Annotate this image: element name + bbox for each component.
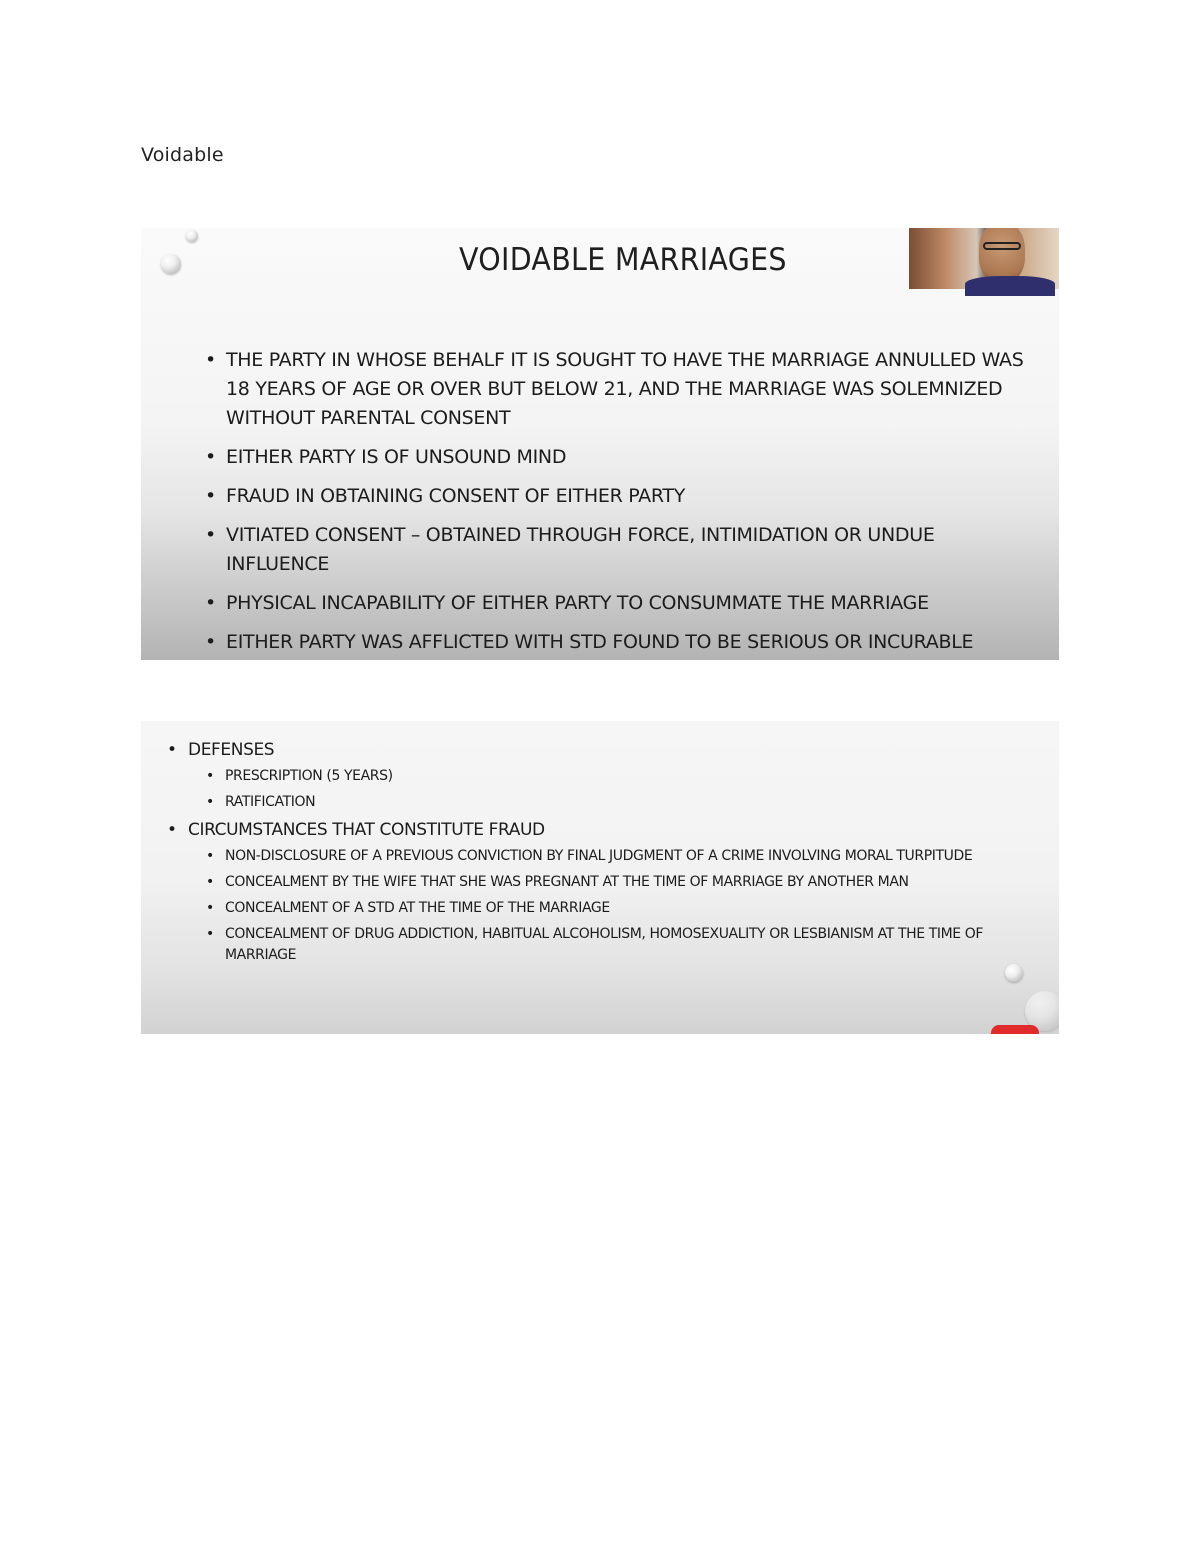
- list-item-text: PRESCRIPTION (5 YEARS): [225, 768, 393, 784]
- bullet-icon: •: [167, 740, 177, 760]
- list-item-text: EITHER PARTY WAS AFFLICTED WITH STD FOUND TO BE SERIOUS OR INCURABLE: [226, 631, 974, 653]
- list-item: [206, 898, 1008, 919]
- section-label: DEFENSES: [188, 740, 275, 760]
- list-item: [205, 628, 1041, 657]
- bullet-icon: •: [205, 485, 216, 507]
- section-fraud-circumstances: [167, 818, 1008, 966]
- decorative-bubble: [1005, 964, 1023, 982]
- presenter-face: [979, 228, 1025, 282]
- list-item: [205, 521, 1041, 579]
- page-heading: Voidable: [141, 144, 224, 166]
- bullet-icon: •: [167, 820, 177, 840]
- list-item: [206, 846, 1008, 867]
- fraud-sublist: [206, 846, 1008, 966]
- bullet-icon: •: [205, 631, 216, 653]
- list-item: [206, 766, 1008, 787]
- slide-defenses-and-fraud: [141, 721, 1059, 1034]
- bullet-icon: •: [206, 794, 214, 810]
- presenter-shirt: [965, 276, 1055, 296]
- defenses-fraud-list: [167, 738, 1008, 971]
- list-item-text: PHYSICAL INCAPABILITY OF EITHER PARTY TO CONSUMMATE THE MARRIAGE: [226, 592, 929, 614]
- presenter-glasses: [983, 242, 1021, 250]
- list-item-text: NON-DISCLOSURE OF A PREVIOUS CONVICTION BY FINAL JUDGMENT OF A CRIME INVOLVING MORAL TURPITUDE: [225, 848, 973, 864]
- list-item: [205, 589, 1041, 618]
- bullet-icon: •: [206, 900, 214, 916]
- list-item: [206, 924, 1008, 966]
- bullet-icon: •: [205, 524, 216, 546]
- slide-voidable-marriages: [141, 228, 1059, 660]
- list-item: [206, 792, 1008, 813]
- decorative-bubble: [186, 230, 198, 242]
- decorative-bubble: [161, 254, 181, 274]
- list-item-text: EITHER PARTY IS OF UNSOUND MIND: [226, 446, 567, 468]
- list-item: [205, 443, 1041, 472]
- list-item-text: FRAUD IN OBTAINING CONSENT OF EITHER PARTY: [226, 485, 686, 507]
- list-item-text: CONCEALMENT BY THE WIFE THAT SHE WAS PREGNANT AT THE TIME OF MARRIAGE BY ANOTHER MAN: [225, 874, 909, 890]
- slide-title: VOIDABLE MARRIAGES: [459, 242, 787, 278]
- bullet-icon: •: [205, 446, 216, 468]
- bullet-icon: •: [206, 848, 214, 864]
- bullet-icon: •: [206, 926, 214, 942]
- list-item: [206, 872, 1008, 893]
- bullet-icon: •: [205, 592, 216, 614]
- list-item-text: RATIFICATION: [225, 794, 316, 810]
- list-item-text: CONCEALMENT OF A STD AT THE TIME OF THE MARRIAGE: [225, 900, 610, 916]
- bullet-icon: •: [206, 768, 214, 784]
- presenter-webcam-thumbnail: [909, 228, 1059, 289]
- bullet-icon: •: [205, 349, 216, 371]
- voidable-grounds-list: [205, 346, 1041, 660]
- list-item: [205, 482, 1041, 511]
- list-item: [205, 346, 1041, 433]
- bullet-icon: •: [206, 874, 214, 890]
- section-defenses: [167, 738, 1008, 813]
- video-progress-indicator: [991, 1025, 1039, 1034]
- list-item-text: CONCEALMENT OF DRUG ADDICTION, HABITUAL ALCOHOLISM, HOMOSEXUALITY OR LESBIANISM AT THE TIME OF MARRIAGE: [225, 926, 984, 963]
- list-item-text: THE PARTY IN WHOSE BEHALF IT IS SOUGHT TO HAVE THE MARRIAGE ANNULLED WAS 18 YEARS OF AGE OR OVER BUT BELOW 21, AND THE MARRIAGE WAS SOLEMNIZED WITHOUT PARENTAL CONSENT: [226, 349, 1024, 429]
- defenses-sublist: [206, 766, 1008, 813]
- section-label: CIRCUMSTANCES THAT CONSTITUTE FRAUD: [188, 820, 545, 840]
- list-item-text: VITIATED CONSENT – OBTAINED THROUGH FORCE, INTIMIDATION OR UNDUE INFLUENCE: [226, 524, 935, 575]
